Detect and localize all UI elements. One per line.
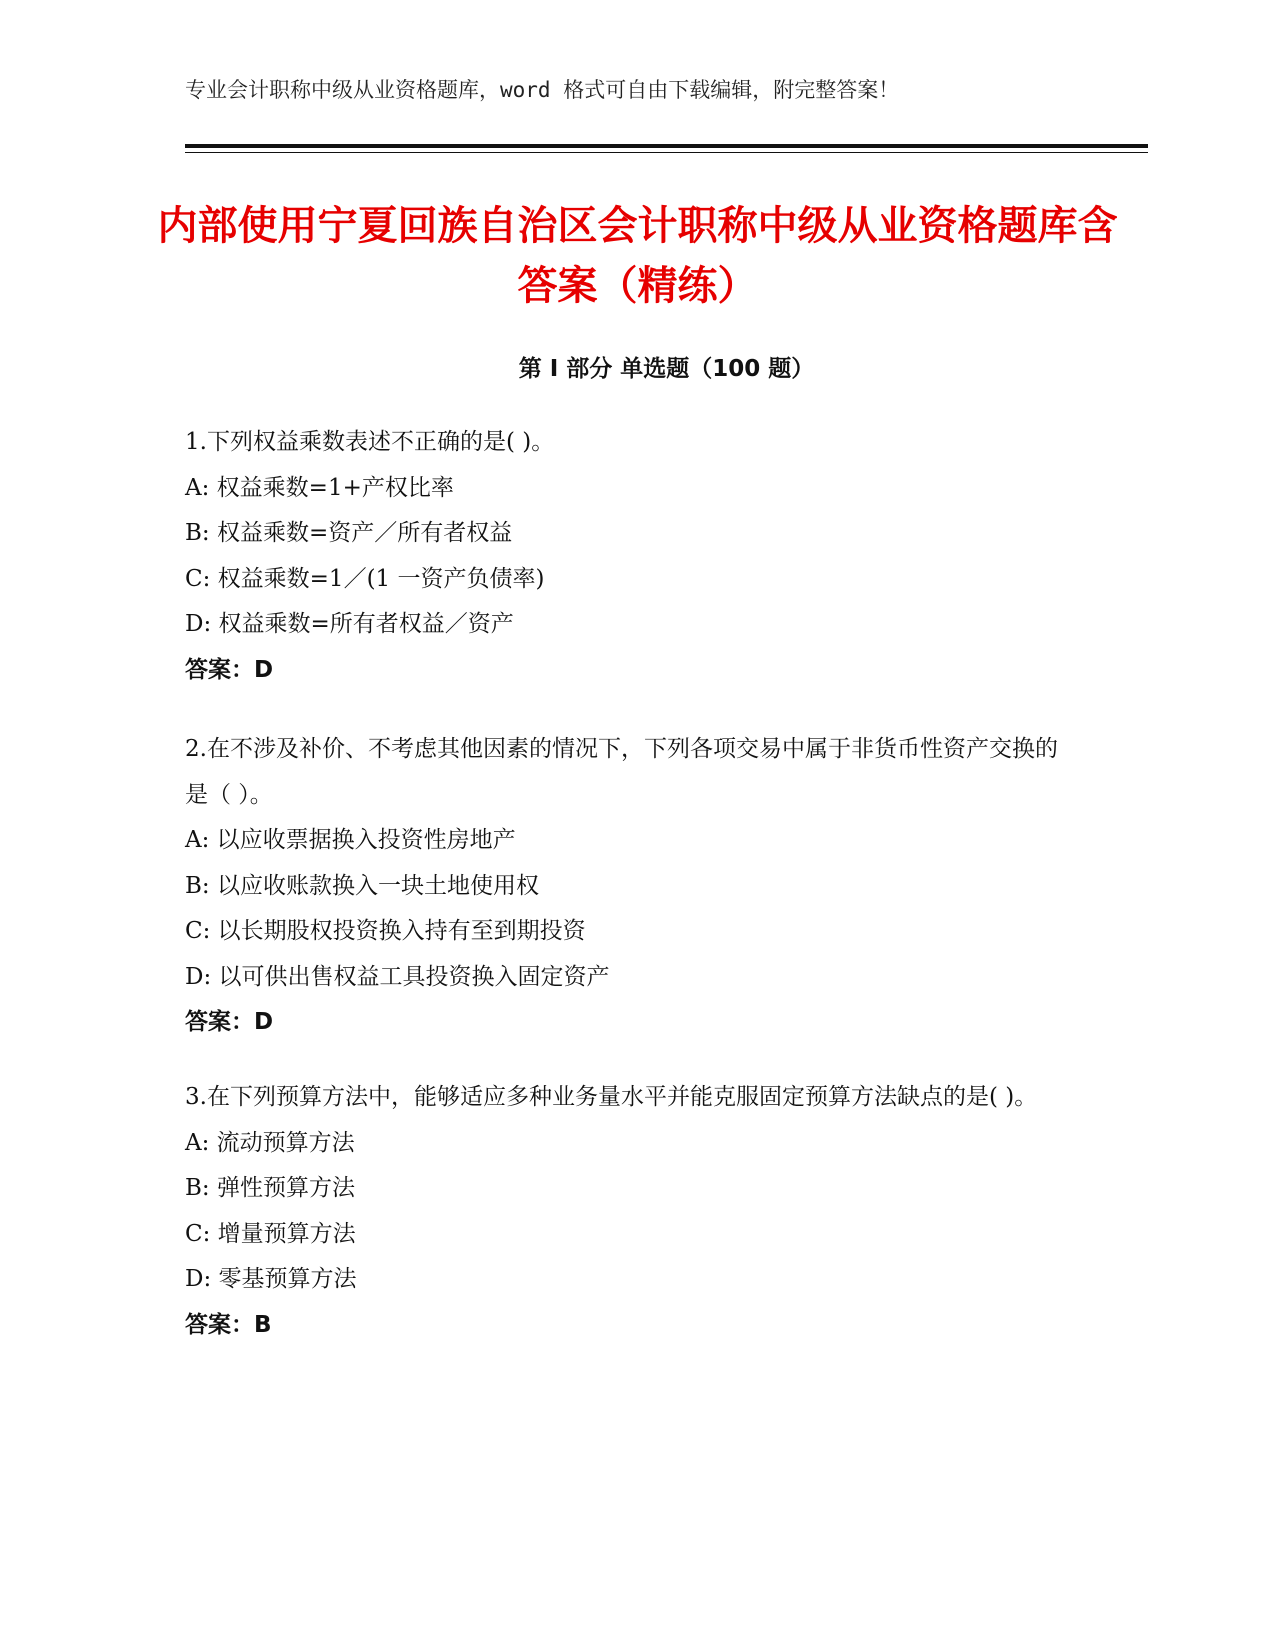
- question-stem: 2.在不涉及补价、不考虑其他因素的情况下，下列各项交易中属于非货币性资产交换的是（ ）。: [185, 736, 1058, 808]
- answer: 答案：D: [185, 1009, 274, 1035]
- question-1: [185, 420, 1065, 693]
- header-note: 专业会计职称中级从业资格题库，word 格式可自由下载编辑，附完整答案！: [185, 78, 900, 102]
- option-c: C: 以长期股权投资换入持有至到期投资: [185, 918, 586, 944]
- option-b: B: 弹性预算方法: [185, 1175, 355, 1201]
- option-c: C: 增量预算方法: [185, 1220, 356, 1247]
- answer: 答案：D: [185, 656, 274, 683]
- option-c: C: 权益乘数=1／(1 一资产负债率): [185, 565, 545, 592]
- option-b: B: 权益乘数=资产／所有者权益: [185, 520, 513, 546]
- header-rule-thick: [185, 144, 1148, 148]
- option-d: D: 以可供出售权益工具投资换入固定资产: [185, 963, 610, 990]
- document-title: 内部使用宁夏回族自治区会计职称中级从业资格题库含答案（精练）: [157, 203, 1118, 309]
- question-3: [185, 1075, 1065, 1348]
- option-d: D: 零基预算方法: [185, 1266, 357, 1292]
- answer: 答案：B: [185, 1311, 272, 1338]
- section-heading: 第 I 部分 单选题（100 题）: [518, 356, 815, 382]
- option-a: A: 流动预算方法: [185, 1129, 355, 1156]
- header-rule-thin: [185, 152, 1148, 153]
- option-b: B: 以应收账款换入一块土地使用权: [185, 872, 539, 899]
- question-stem: 1.下列权益乘数表述不正确的是( )。: [185, 429, 555, 455]
- option-d: D: 权益乘数=所有者权益／资产: [185, 611, 514, 637]
- option-a: A: 以应收票据换入投资性房地产: [185, 827, 516, 853]
- option-a: A: 权益乘数=1+产权比率: [185, 474, 454, 501]
- question-2: [185, 727, 1065, 1046]
- question-stem: 3.在下列预算方法中，能够适应多种业务量水平并能克服固定预算方法缺点的是( )。: [185, 1084, 1038, 1110]
